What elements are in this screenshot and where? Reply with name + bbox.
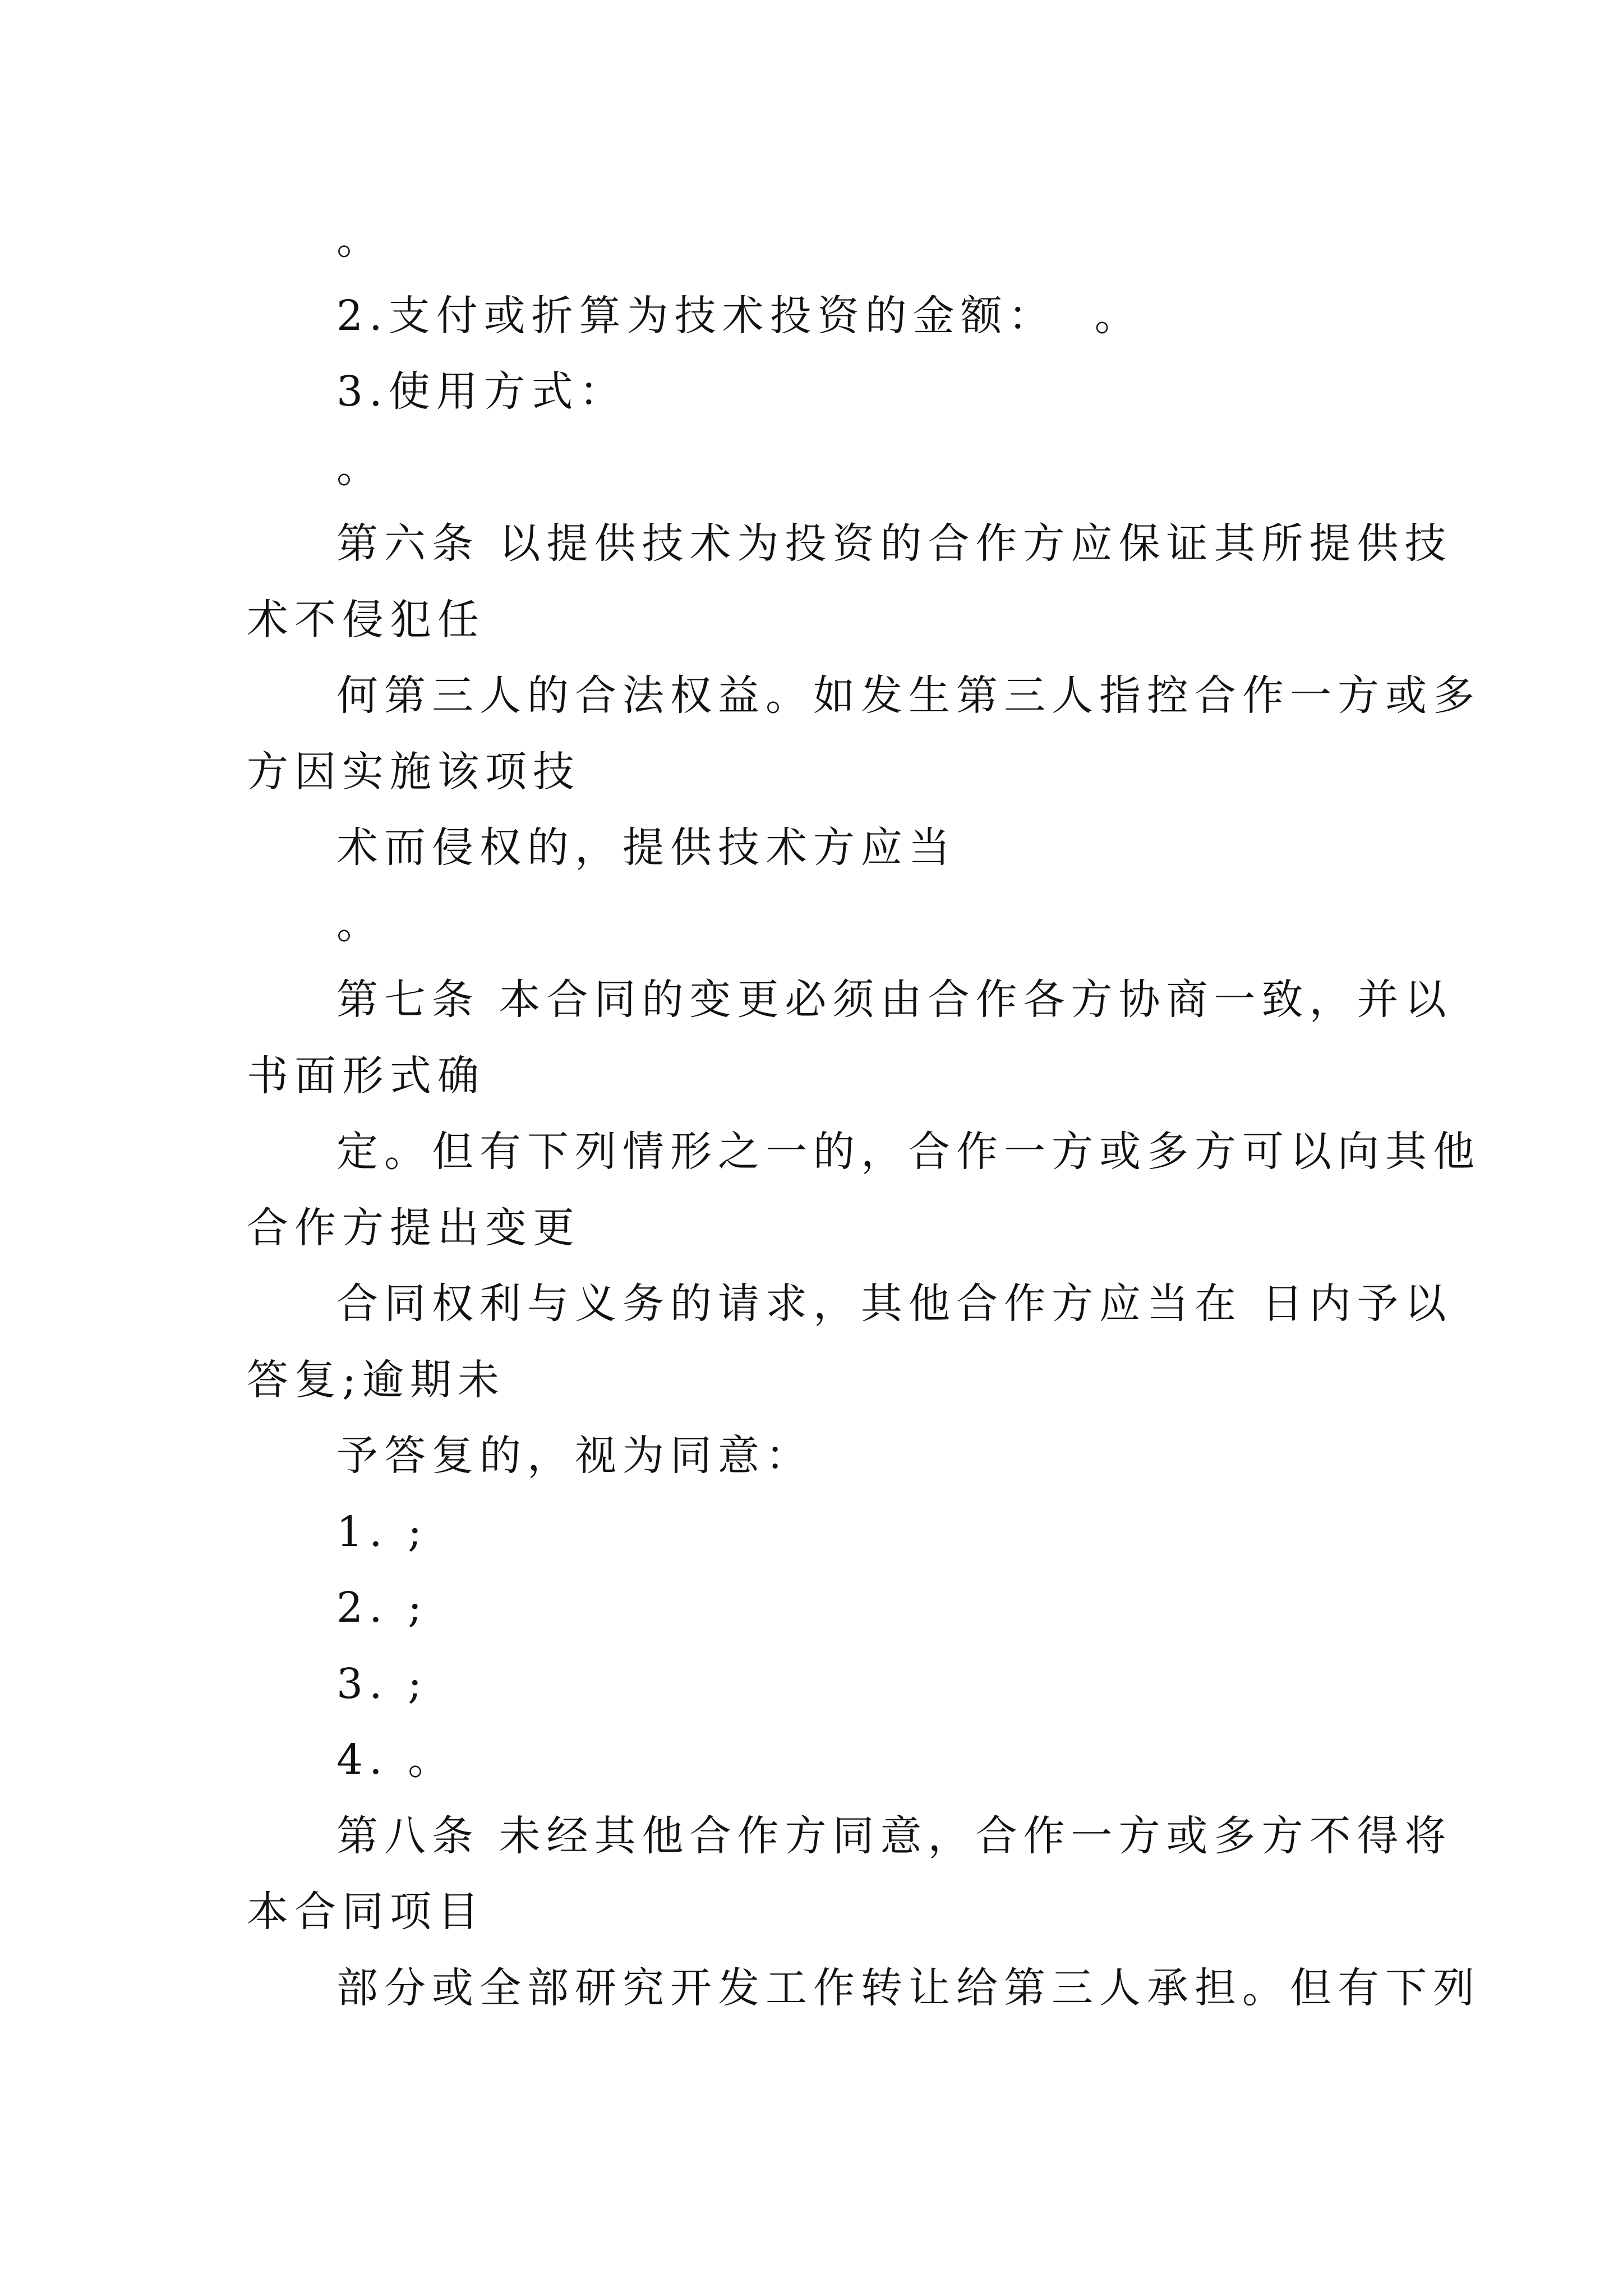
text-line: 部分或全部研究开发工作转让给第三人承担。但有下列 [336,1963,1481,2012]
text-line: 3.使用方式： [336,367,627,416]
text-line: 书面形式确 [247,1051,485,1100]
text-line: 2. ; [336,1584,428,1632]
text-line: 何第三人的合法权益。如发生第三人指控合作一方或多 [336,671,1481,720]
document-body [247,202,1481,2026]
text-line: 术不侵犯任 [247,595,485,644]
text-line: 2.支付或折算为技术投资的金额： 。 [336,291,1142,340]
text-line: 予答复的，视为同意： [336,1432,813,1480]
text-line: 合作方提出变更 [247,1203,580,1252]
text-line: 4. 。 [336,1736,456,1784]
text-line: 。 [336,215,384,264]
text-line: 第八条 未经其他合作方同意，合作一方或多方不得将 [336,1811,1453,1860]
text-line: 。 [336,899,384,948]
text-line: 定。但有下列情形之一的，合作一方或多方可以向其他 [336,1128,1481,1176]
text-line: 术而侵权的，提供技术方应当 [336,823,956,872]
text-line: 合同权利与义务的请求，其他合作方应当在 日内予以 [336,1280,1453,1328]
text-line: 。 [336,443,384,492]
text-line: 第七条 本合同的变更必须由合作各方协商一致，并以 [336,976,1453,1024]
text-line: 方因实施该项技 [247,747,580,796]
text-line: 1. ; [336,1507,428,1556]
text-line: 3. ; [336,1659,428,1708]
text-line: 第六条 以提供技术为投资的合作方应保证其所提供技 [336,519,1453,568]
text-line: 本合同项目 [247,1888,485,1936]
text-line: 答复;逾期未 [247,1355,505,1404]
